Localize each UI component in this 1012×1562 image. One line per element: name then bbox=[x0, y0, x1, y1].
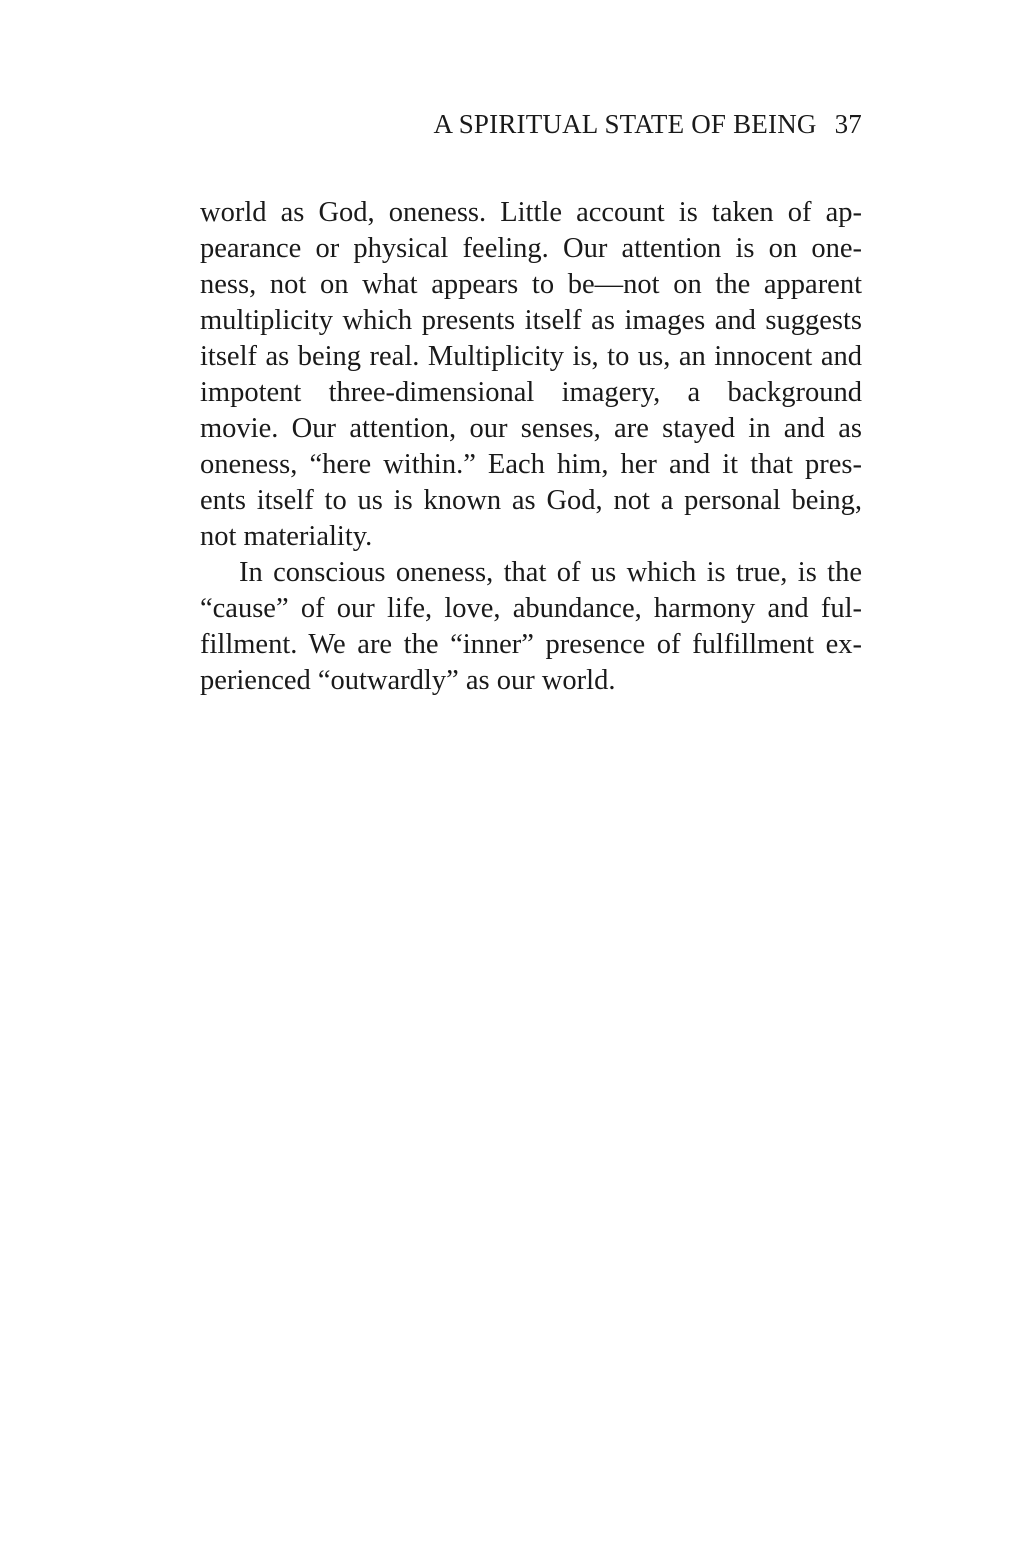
page-number: 37 bbox=[834, 109, 862, 139]
text-line: movie. Our attention, our senses, are stayed in and as bbox=[200, 413, 862, 444]
text-line: impotent three-dimensional imagery, a background bbox=[200, 377, 862, 408]
text-line: fillment. We are the “inner” presence of fulfillment ex- bbox=[200, 629, 862, 660]
text-line: multiplicity which presents itself as images and suggests bbox=[200, 305, 862, 336]
paragraph bbox=[200, 195, 862, 555]
chapter-title: A SPIRITUAL STATE OF BEING bbox=[433, 109, 817, 139]
paragraph bbox=[200, 555, 862, 699]
running-head bbox=[200, 106, 862, 142]
text-line: world as God, oneness. Little account is taken of ap- bbox=[200, 197, 862, 228]
text-line: ness, not on what appears to be—not on the apparent bbox=[200, 269, 862, 300]
text-line: “cause” of our life, love, abundance, harmony and ful- bbox=[200, 593, 862, 624]
text-line: ents itself to us is known as God, not a personal being, bbox=[200, 485, 862, 516]
text-line: pearance or physical feeling. Our attention is on one- bbox=[200, 233, 862, 264]
body-text bbox=[200, 195, 862, 699]
text-line: perienced “outwardly” as our world. bbox=[200, 665, 616, 696]
text-line: In conscious oneness, that of us which is true, is the bbox=[239, 557, 862, 588]
text-line: not materiality. bbox=[200, 521, 373, 552]
text-line: itself as being real. Multiplicity is, to us, an innocent and bbox=[200, 341, 862, 372]
text-line: oneness, “here within.” Each him, her and it that pres- bbox=[200, 449, 862, 480]
